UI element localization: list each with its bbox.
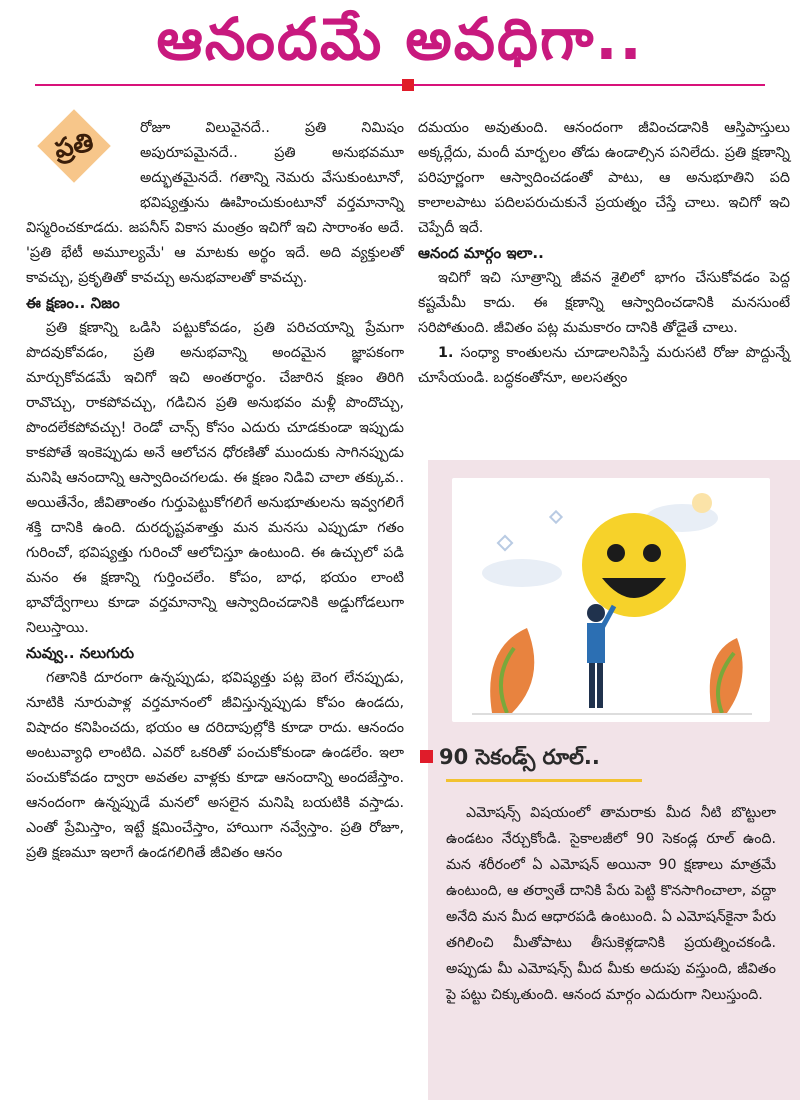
person-leg-icon (597, 663, 603, 708)
left-subhead-1: ఈ క్షణం.. నిజం (26, 294, 120, 312)
smiley-illustration (452, 478, 770, 722)
right-para-2: ఇచిగో ఇచి సూత్రాన్ని జీవన శైలిలో భాగం చేసుకోవడం పెద్ద కష్టమేమీ కాదు. ఈ క్షణాన్ని ఆస్వాదించడానికి మనసుంటే సరిపోతుంది. జీవితం పట్ల మమకారం దానికి తోడైతే చాలు. (418, 270, 790, 336)
right-para-3-text: సంధ్యా కాంతులను చూడాలనిపిస్తే మరుసటి రోజు పొద్దున్నే చూసేయండి. బద్ధకంతోనూ, అలసత్వం (418, 345, 790, 386)
person-body-icon (587, 623, 605, 663)
box-text: ఎమోషన్స్ విషయంలో తామరాకు మీద నీటి బొట్టులా ఉండటం నేర్చుకోండి. సైకాలజీలో 90 సెకండ్ల రూల్ ఉంది. మన శరీరంలో ఏ ఎమోషన్ అయినా 90 క్షణాలు మాత్రమే ఉంటుంది, ఆ తర్వాతే దానికి పేరు పెట్టి కొనసాగించాలా, వద్దా అనేది మన మీద ఆధారపడి ఉంటుంది. ఏ ఎమోషన్‌కైనా పేరు తగిలించి మీతోపాటు తీసుకెళ్లడానికి ప్రయత్నించకండి. అప్పుడు మీ ఎమోషన్స్ మీద మీకు అదుపు వస్తుంది, జీవితం పై పట్టు చిక్కుతుంది. ఆనంద మార్గం ఎదురుగా నిలుస్తుంది. (446, 805, 776, 1003)
right-para-3 (418, 341, 790, 391)
leaf-plant-icon (490, 628, 534, 713)
box-title (420, 738, 800, 778)
smiley-eye-icon (607, 544, 625, 562)
sparkle-icon (498, 536, 512, 550)
dropcap (26, 116, 136, 196)
right-subhead: ఆనంద మార్గం ఇలా.. (418, 244, 544, 262)
left-column (26, 116, 404, 866)
smiley-face-icon (582, 513, 686, 617)
smiley-eye-icon (643, 544, 661, 562)
leaf-plant-icon (710, 638, 743, 713)
sun-icon (692, 493, 712, 513)
right-para-3-num: 1. (438, 345, 454, 361)
box-title-square (420, 750, 433, 763)
box-title-underline (446, 779, 642, 782)
left-subhead-2: నువ్వు.. నలుగురు (26, 644, 135, 662)
person-head-icon (587, 604, 605, 622)
left-para-1: రోజూ విలువైనదే.. ప్రతి నిమిషం అపురూపమైనదే.. ప్రతి అనుభవమూ అద్భుతమైనదే. గతాన్ని నెమరు వేసుకుంటూనో, భవిష్యత్తును ఊహించుకుంటూనో వర్తమానాన్ని విస్మరించకూడదు. జపనీస్ వికాస మంత్రం ఇచిగో ఇచి సారాంశం అదే. 'ప్రతి భేటీ అమూల్యమే' ఆ మాటకు అర్థం ఇదే. అది వ్యక్తులతో కావచ్చు, ప్రకృతితో కావచ్చు అనుభవాలతో కావచ్చు. (26, 120, 404, 286)
cloud-shape (482, 559, 562, 587)
left-para-2: ప్రతి క్షణాన్ని ఒడిసి పట్టుకోవడం, ప్రతి పరిచయాన్ని ప్రేమగా పొదవుకోవడం, ప్రతి అనుభవాన్ని అందమైన జ్ఞాపకంగా మార్చుకోవడమే ఇచిగో ఇచి అంతరార్థం. చేజారిన క్షణం తిరిగి రావొచ్చు, రాకపోవచ్చు, గడిచిన ప్రతి అనుభవం మళ్లీ పొందొచ్చు, పొందలేకపోవచ్చు! రెండో చాన్స్ కోసం ఎదురు చూడకుండా ఇప్పుడు కాకపోతే ఇంకెప్పుడు అనే ఆలోచన ధోరణితో ముందుకు సాగినప్పుడు మనిషి ఆనందాన్ని ఆస్వాదించగలడు. ఈ క్షణం నిడివి చాలా తక్కువ.. అయితేనేం, జీవితాంతం గుర్తుపెట్టుకోగలిగే అనుభూతులను ఇవ్వగలిగే శక్తి దానికి ఉంది. దురదృష్టవశాత్తు మన మనసు ఎప్పుడూ గతం గురించో, భవిష్యత్తు గురించో ఆలోచిస్తూ ఉంటుంది. ఈ ఉచ్చులో పడి మనం ఈ క్షణాన్ని గుర్తించలేం. కోపం, బాధ, భయం లాంటి భావోద్వేగాలు కూడా వర్తమానాన్ని ఆస్వాదించడానికి అడ్డుగోడలుగా నిలుస్తాయి. (26, 320, 404, 636)
right-column (418, 116, 790, 391)
rule-square (402, 79, 414, 91)
person-leg-icon (589, 663, 595, 708)
sparkle-icon (550, 511, 561, 522)
box-title-text: 90 సెకండ్స్ రూల్.. (439, 745, 600, 769)
dropcap-text: ప్రతి (51, 127, 97, 165)
headline: ఆనందమే అవధిగా.. (156, 5, 644, 73)
right-para-1: దమయం అవుతుంది. ఆనందంగా జీవించడానికి ఆస్తిపాస్తులు అక్కర్లేదు, మందీ మార్బలం తోడు ఉండాల్సిన పనిలేదు. ప్రతి క్షణాన్ని పరిపూర్ణంగా ఆస్వాదించడంతో పాటు, ఆ అనుభూతిని పది కాలాలపాటు పదిలపరుచుకునే ప్రయత్నం చేస్తే చాలు. ఇచిగో ఇచి చెప్పేదీ ఇదే. (418, 120, 790, 236)
headline-rule (35, 84, 765, 86)
left-para-3: గతానికి దూరంగా ఉన్నప్పుడు, భవిష్యత్తు పట్ల బెంగ లేనప్పుడు, నూటికి నూరుపాళ్ల వర్తమానంలో జీవిస్తున్నప్పుడు కోపం ఉండదు, విషాదం కనిపించదు, భయం ఆ దరిదాపుల్లోకి కూడా రాదు. ఆనందం అంటువ్యాధి లాంటిది. ఎవరో ఒకరితో పంచుకోకుండా ఉండలేం. ఇలా పంచుకోవడం ద్వారా అవతల వాళ్లకు కూడా ఆనందాన్ని అందజేస్తాం. ఆనందంగా ఉన్నప్పుడే మనలో అసలైన మనిషి బయటికి వస్తాడు. ఎంతో ప్రేమిస్తాం, ఇట్టే క్షమించేస్తాం, హాయిగా నవ్వేస్తాం. ప్రతి రోజూ, ప్రతి క్షణమూ ఇలాగే ఉండగలిగితే జీవితం ఆనం (26, 670, 404, 861)
